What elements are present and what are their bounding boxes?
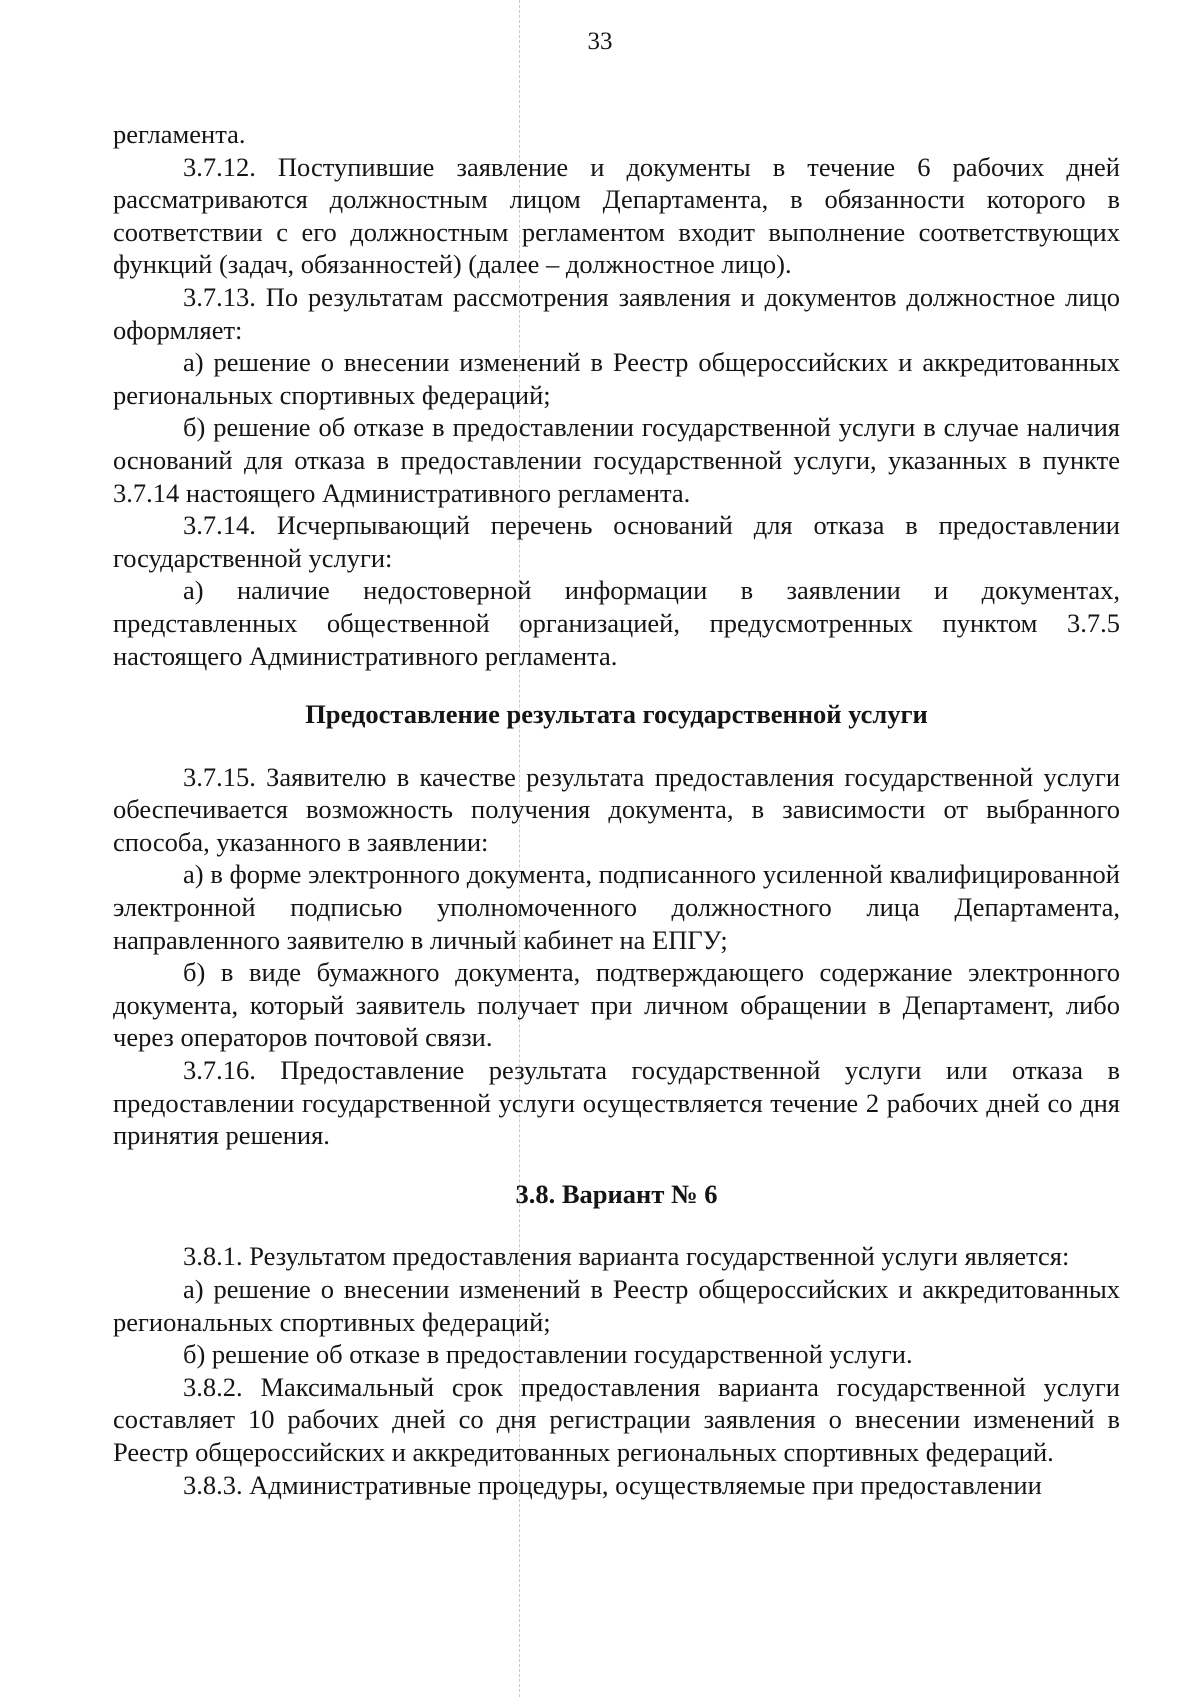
paragraph: 3.8.2. Максимальный срок предоставления варианта государственной услуги составляет 10 рабочих дней со дня регистрации заявления о внесении изменений в Реестр общероссийских и аккредитованных региональных спортивных федераций. [113,1371,1120,1467]
paragraph: регламента. [113,119,246,149]
paragraph: 3.8.1. Результатом предоставления варианта государственной услуги является: [183,1241,1070,1272]
list-item: а) решение о внесении изменений в Реестр общероссийских и аккредитованных региональных спортивных федераций; [113,347,1120,410]
section-heading: Предоставление результата государственной услуги [305,699,928,730]
page-number: 33 [587,28,613,55]
paragraph: 3.7.13. По результатам рассмотрения заявления и документов должностное лицо оформляет: [113,281,1120,345]
list-item: а) в форме электронного документа, подписанного усиленной квалифицированной электронной подписью уполномоченного должностного лица Департамента, направленного заявителю в личный кабинет на ЕПГУ; [113,859,1120,955]
document-body [113,118,1120,1501]
section-heading: 3.8. Вариант № 6 [515,1178,718,1209]
list-item: б) решение об отказе в предоставлении государственной услуги в случае наличия оснований для отказа в предоставлении государственной услуги, указанных в пункте 3.7.14 настоящего Административного регламента. [113,412,1120,508]
list-item: б) решение об отказе в предоставлении государственной услуги. [183,1339,913,1370]
list-item: а) решение о внесении изменений в Реестр общероссийских и аккредитованных региональных спортивных федераций; [113,1274,1120,1337]
paragraph: 3.8.3. Административные процедуры, осуществляемые при предоставлении [183,1469,1042,1500]
paragraph: 3.7.16. Предоставление результата государственной услуги или отказа в предоставлении государственной услуги осуществляется течение 2 рабочих дней со дня принятия решения. [113,1055,1120,1151]
paragraph: 3.7.15. Заявителю в качестве результата предоставления государственной услуги обеспечивается возможность получения документа, в зависимости от выбранного способа, указанного в заявлении: [113,761,1120,857]
list-item: а) наличие недостоверной информации в заявлении и документах, представленных общественной организацией, предусмотренных пунктом 3.7.5 настоящего Административного регламента. [113,575,1120,671]
paragraph: 3.7.12. Поступившие заявление и документы в течение 6 рабочих дней рассматриваются должностным лицом Департамента, в обязанности которого в соответствии с его должностным регламентом входит выполнение соответствующих функций (задач, обязанностей) (далее – должностное лицо). [113,151,1120,280]
list-item: б) в виде бумажного документа, подтверждающего содержание электронного документа, который заявитель получает при личном обращении в Департамент, либо через операторов почтовой связи. [113,957,1120,1053]
paragraph: 3.7.14. Исчерпывающий перечень оснований для отказа в предоставлении государственной услуги: [113,510,1120,573]
